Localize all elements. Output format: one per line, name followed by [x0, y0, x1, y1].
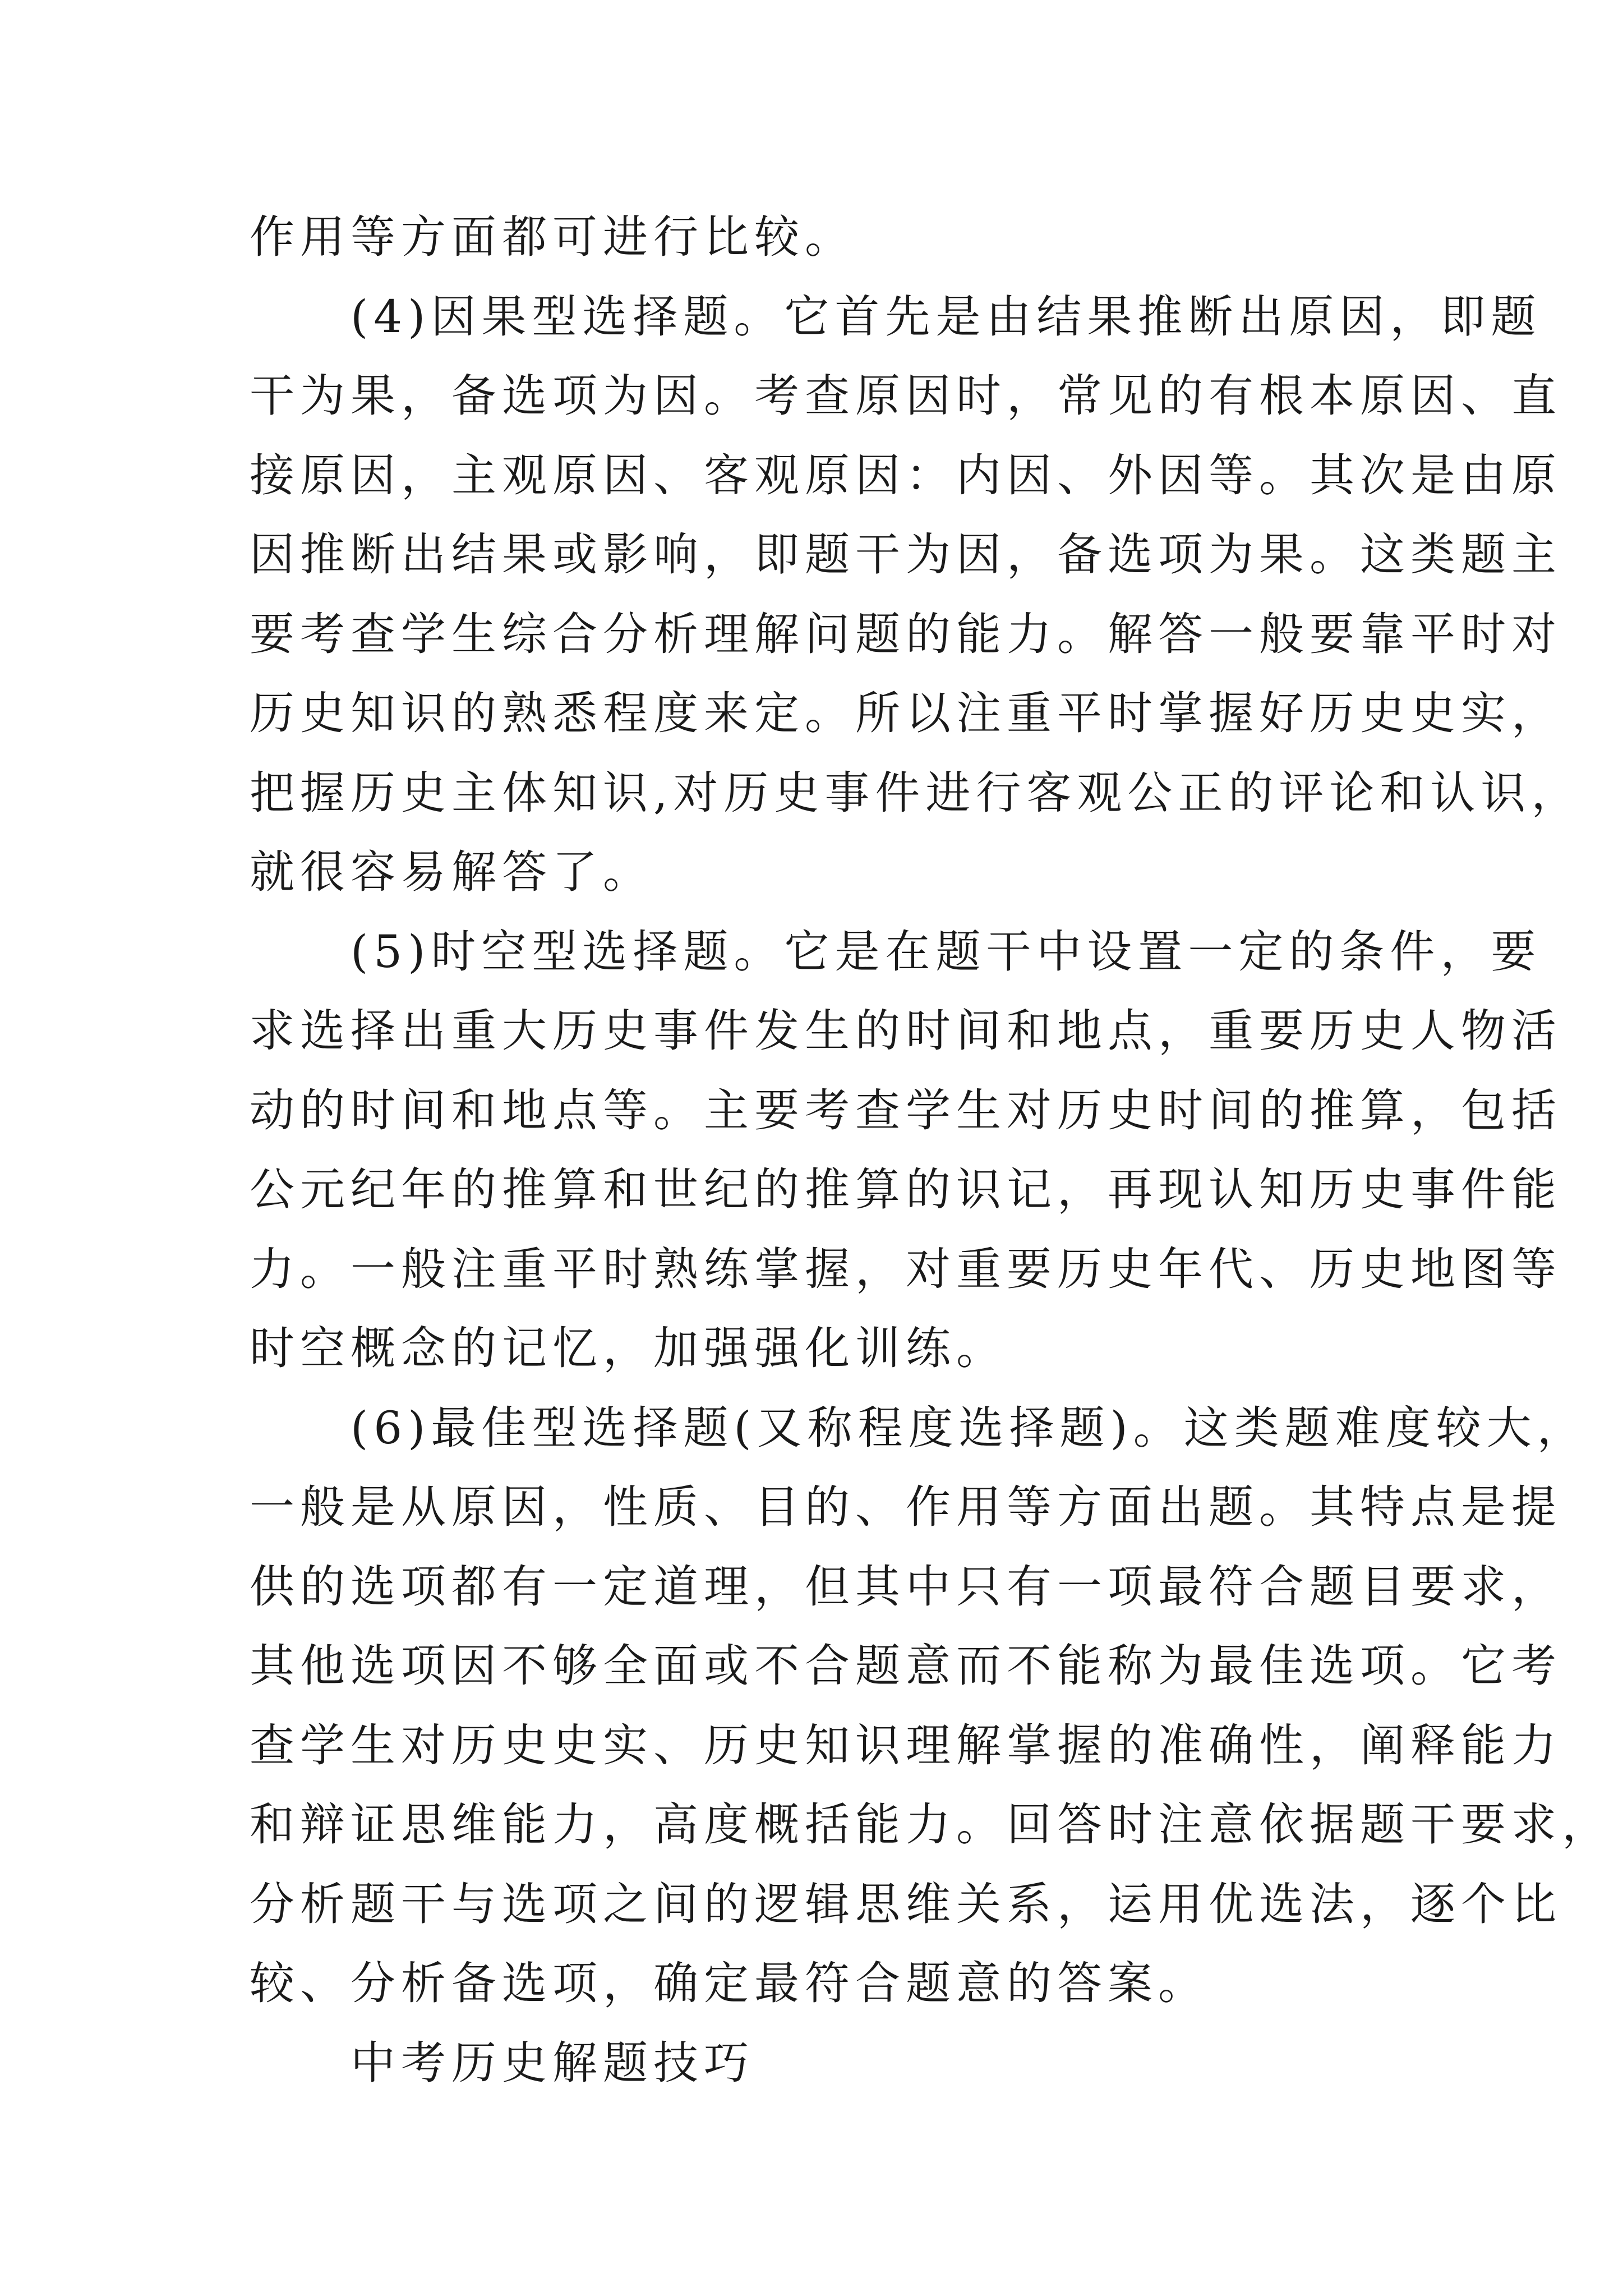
paragraph-cause-effect-question: [250, 277, 1582, 912]
body-text: [250, 197, 1612, 2102]
text-line: (6)最佳型选择题(又称程度选择题)。这类题难度较大，: [351, 1401, 1588, 1454]
text-line: (4)因果型选择题。它首先是由结果推断出原因，即题: [351, 290, 1542, 343]
text-line: 和辩证思维能力，高度概括能力。回答时注意依据题干要求，: [250, 1798, 1612, 1851]
text-line: 因推断出结果或影响，即题干为因，备选项为果。这类题主: [250, 528, 1562, 581]
text-line: 时空概念的记忆，加强强化训练。: [250, 1322, 1007, 1374]
section-heading: 中考历史解题技巧: [351, 2036, 754, 2089]
text-line: 其他选项因不够全面或不合题意而不能称为最佳选项。它考: [250, 1640, 1562, 1692]
text-line: 干为果，备选项为因。考查原因时，常见的有根本原因、直: [250, 370, 1562, 422]
section-heading-block: [250, 2023, 1388, 2103]
text-line: 供的选项都有一定道理，但其中只有一项最符合题目要求，: [250, 1560, 1562, 1613]
text-line: 一般是从原因，性质、目的、作用等方面出题。其特点是提: [250, 1481, 1562, 1533]
text-line: 较、分析备选项，确定最符合题意的答案。: [250, 1957, 1209, 2009]
text-line: 力。一般注重平时熟练掌握，对重要历史年代、历史地图等: [250, 1243, 1562, 1295]
text-line: 把握历史主体知识,对历史事件进行客观公正的评论和认识，: [250, 766, 1582, 819]
text-line: (5)时空型选择题。它是在题干中设置一定的条件，要: [351, 925, 1542, 978]
text-line: 求选择出重大历史事件发生的时间和地点，重要历史人物活: [250, 1005, 1562, 1057]
text-line: 分析题干与选项之间的逻辑思维关系，运用优选法，逐个比: [250, 1878, 1562, 1930]
text-line: 历史知识的熟悉程度来定。所以注重平时掌握好历史史实，: [250, 687, 1562, 739]
paragraph-time-space-question: [250, 912, 1562, 1388]
paragraph-continuation: [250, 197, 1388, 277]
text-line: 就很容易解答了。: [250, 846, 653, 898]
text-line: 公元纪年的推算和世纪的推算的识记，再现认知历史事件能: [250, 1163, 1562, 1216]
paragraph-best-choice-question: [250, 1388, 1612, 2023]
text-line: 动的时间和地点等。主要考查学生对历史时间的推算，包括: [250, 1084, 1562, 1137]
text-line: 作用等方面都可进行比较。: [250, 211, 855, 263]
text-line: 查学生对历史史实、历史知识理解掌握的准确性，阐释能力: [250, 1719, 1562, 1772]
text-line: 要考查学生综合分析理解问题的能力。解答一般要靠平时对: [250, 608, 1562, 660]
text-line: 接原因，主观原因、客观原因：内因、外因等。其次是由原: [250, 449, 1562, 501]
